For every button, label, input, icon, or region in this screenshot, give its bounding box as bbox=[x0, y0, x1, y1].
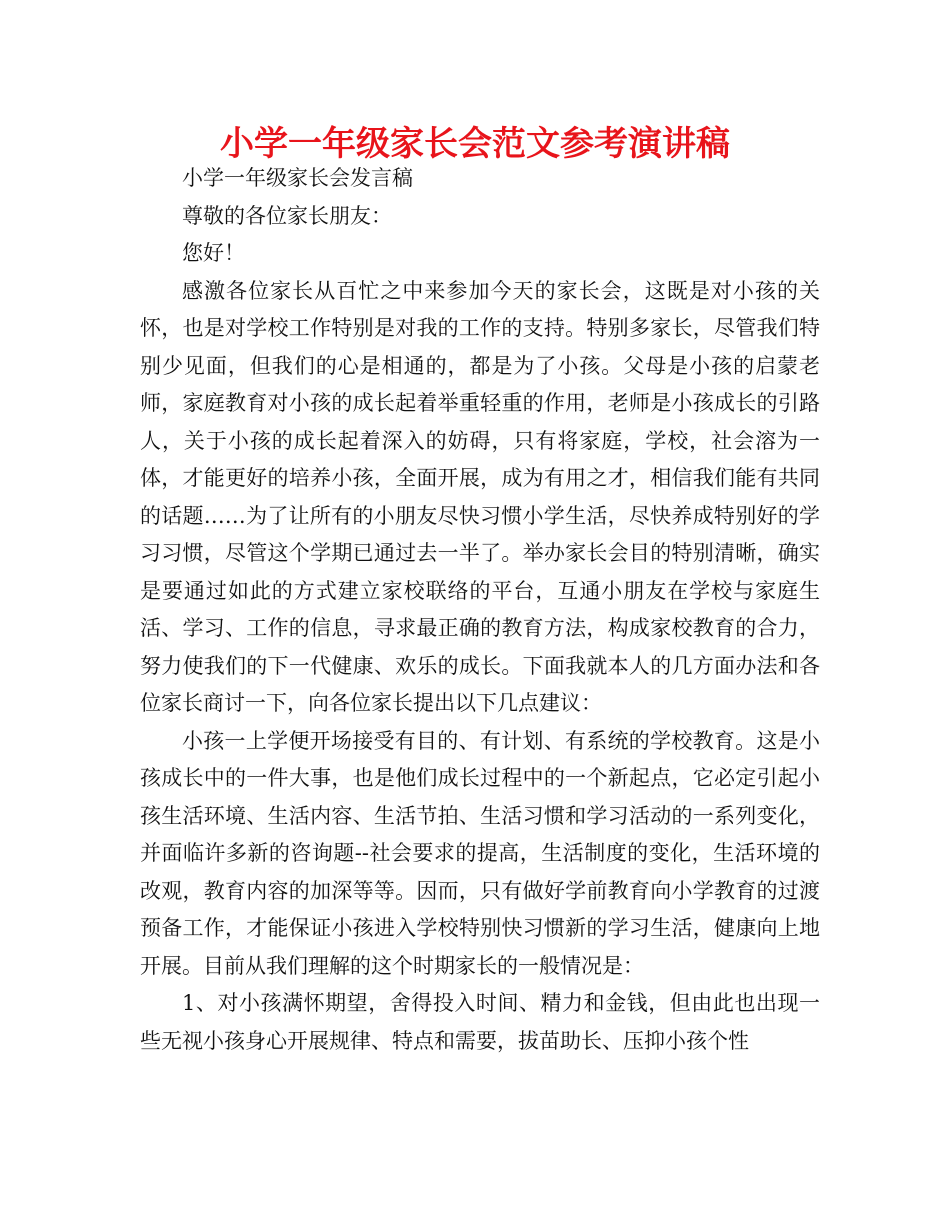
paragraph-salutation: 尊敬的各位家长朋友： bbox=[182, 203, 392, 228]
paragraph-greeting: 您好！ bbox=[182, 241, 245, 265]
paragraph-point-1: 1、对小孩满怀期望，舍得投入时间、精力和金钱，但由此也出现一些无视小孩身心开展规律、特点和需要，拔苗助长、压抑小孩个性 bbox=[140, 991, 820, 1053]
document-title: 小学一年级家长会范文参考演讲稿 bbox=[220, 124, 730, 164]
paragraph-subtitle: 小学一年级家长会发言稿 bbox=[182, 166, 413, 190]
paragraph-school-start: 小孩一上学便开场接受有目的、有计划、有系统的学校教育。这是小孩成长中的一件大事，也是他们成长过程中的一个新起点，它必定引起小孩生活环境、生活内容、生活节拍、生活习惯和学习活动的一系列变化，并面临许多新的咨询题--社会要求的提高，生活制度的变化，生活环境的改观，教育内容的加深等等。因而，只有做好学前教育向小学教育的过渡预备工作，才能保证小孩进入学校特别快习惯新的学习生活，健康向上地开展。目前从我们理解的这个时期家长的一般情况是： bbox=[140, 728, 820, 978]
paragraph-thanks: 感激各位家长从百忙之中来参加今天的家长会，这既是对小孩的关怀，也是对学校工作特别是对我的工作的支持。特别多家长，尽管我们特别少见面，但我们的心是相通的，都是为了小孩。父母是小孩的启蒙老师，家庭教育对小孩的成长起着举重轻重的作用，老师是小孩成长的引路人，关于小孩的成长起着深入的妨碍，只有将家庭，学校，社会溶为一体，才能更好的培养小孩，全面开展，成为有用之才，相信我们能有共同的话题……为了让所有的小朋友尽快习惯小学生活，尽快养成特别好的学习习惯，尽管这个学期已通过去一半了。举办家长会目的特别清晰，确实是要通过如此的方式建立家校联络的平台，互通小朋友在学校与家庭生活、学习、工作的信息，寻求最正确的教育方法，构成家校教育的合力，努力使我们的下一代健康、欢乐的成长。下面我就本人的几方面办法和各位家长商讨一下，向各位家长提出以下几点建议： bbox=[140, 278, 820, 715]
document-body bbox=[140, 160, 820, 1060]
